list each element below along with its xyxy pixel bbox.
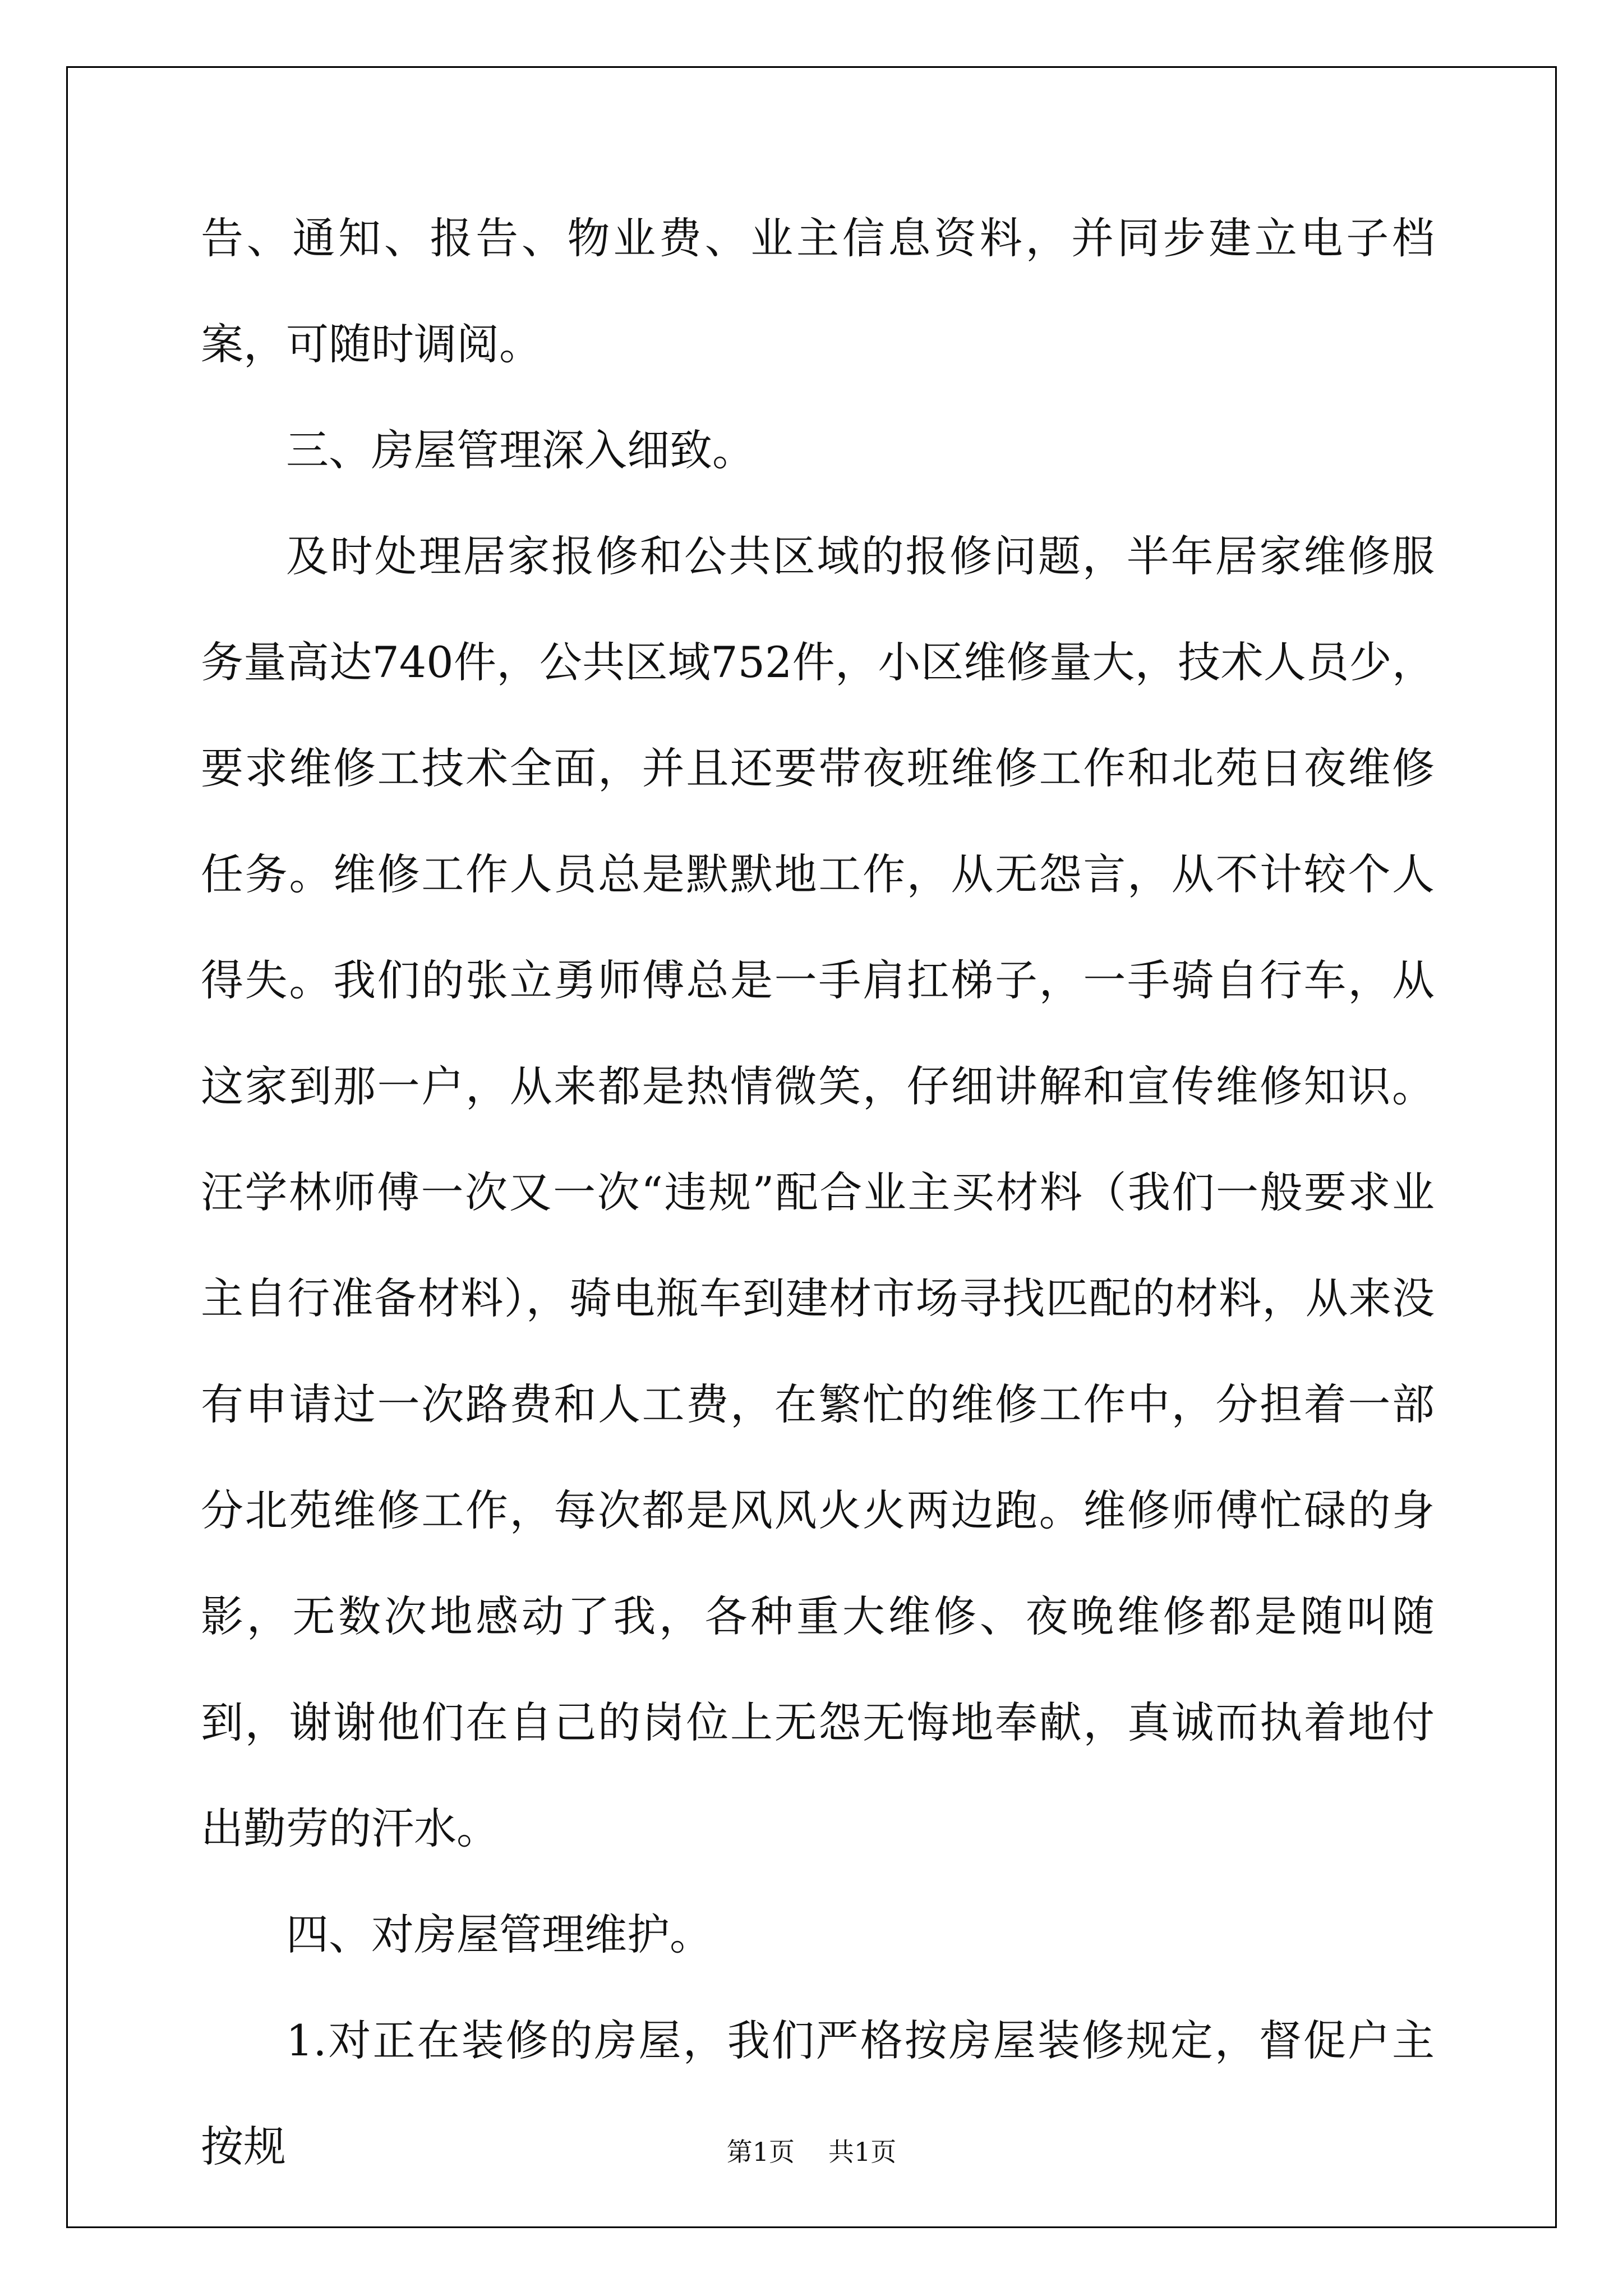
page-number-total: 共1页 [828,2137,897,2167]
section-heading-3: 三、房屋管理深入细致。 [286,425,755,475]
document-body [201,185,1435,2200]
paragraph-item-1: 1.对正在装修的房屋，我们严格按房屋装修规定，督促户主按规 [201,2016,1435,2171]
paragraph-continued: 告、通知、报告、物业费、业主信息资料，并同步建立电子档案，可随时调阅。 [201,213,1435,369]
page-footer [0,2132,1623,2169]
section-heading-4: 四、对房屋管理维护。 [286,1910,712,1959]
page-number-current: 第1页 [726,2137,795,2167]
paragraph-repairs: 及时处理居家报修和公共区域的报修问题，半年居家维修服务量高达740件，公共区域752件，小区维修量大，技术人员少，要求维修工技术全面，并且还要带夜班维修工作和北苑日夜维修任务。维修工作人员总是默默地工作，从无怨言，从不计较个人得失。我们的张立勇师傅总是一手肩扛梯子，一手骑自行车，从这家到那一户，从来都是热情微笑，仔细讲解和宣传维修知识。汪学林师傅一次又一次“违规”配合业主买材料（我们一般要求业主自行准备材料），骑电瓶车到建材市场寻找匹配的材料，从来没有申请过一次路费和人工费，在繁忙的维修工作中，分担着一部分北苑维修工作，每次都是风风火火两边跑。维修师傅忙碌的身影，无数次地感动了我，各种重大维修、夜晚维修都是随叫随到，谢谢他们在自己的岗位上无怨无悔地奉献，真诚而执着地付出勤劳的汗水。 [201,531,1435,1853]
